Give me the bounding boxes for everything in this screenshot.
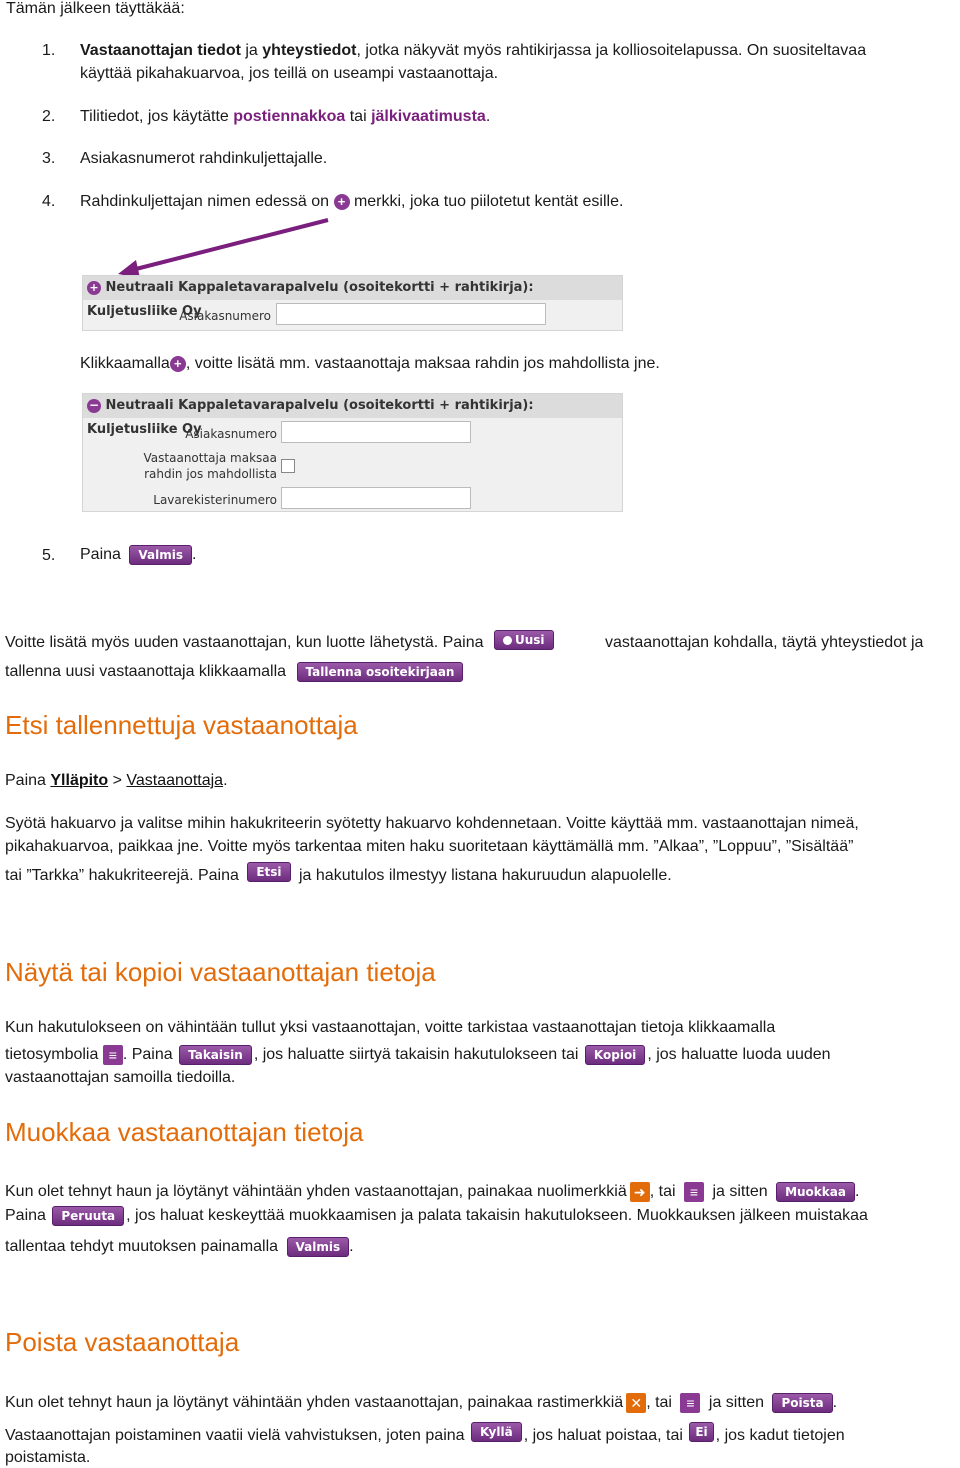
plus-icon[interactable]: + — [87, 281, 101, 295]
link-yllapito[interactable]: Ylläpito — [50, 772, 109, 789]
text: tai — [345, 108, 372, 125]
text: , jos haluat poistaa, tai — [523, 1427, 683, 1444]
intro-text: Tämän jälkeen täyttäkää: — [6, 0, 185, 17]
new-recipient-text — [5, 634, 554, 652]
section-heading-search: Etsi tallennettuja vastaanottaja — [5, 710, 358, 740]
text: , voitte lisätä mm. vastaanottaja maksaa rahdin jos mahdollista jne. — [185, 355, 660, 372]
asiakasnumero-input[interactable] — [276, 303, 546, 325]
text: . — [832, 1394, 838, 1412]
info-list-icon[interactable]: ≡ — [680, 1393, 700, 1413]
text: , jos haluatte luoda uuden — [647, 1046, 831, 1064]
text: , jos kadut tietojen — [715, 1427, 845, 1444]
list-number: 3. — [42, 150, 56, 167]
text: . — [223, 772, 228, 789]
text: Klikkaamalla — [80, 355, 170, 372]
plus-icon — [503, 636, 512, 645]
kylla-button[interactable]: Kyllä — [471, 1422, 522, 1442]
view-text-3: vastaanottajan samoilla tiedoilla. — [5, 1069, 236, 1086]
muokkaa-button[interactable]: Muokkaa — [776, 1182, 855, 1202]
kopioi-button[interactable]: Kopioi — [585, 1045, 645, 1065]
bold-text: Vastaanottajan tiedot — [80, 42, 241, 59]
section-heading-edit: Muokkaa vastaanottajan tietoja — [5, 1117, 364, 1147]
text: Kun olet tehnyt haun ja löytänyt vähintään yhden vastaanottajan, painakaa rastimerkkiä — [5, 1394, 624, 1412]
pay-freight-checkbox[interactable] — [281, 459, 295, 473]
text: merkki, joka tuo piilotetut kentät esille. — [349, 193, 624, 210]
save-address-book-button[interactable]: Tallenna osoitekirjaan — [297, 662, 464, 682]
text: tallentaa tehdyt muutoksen painamalla — [5, 1238, 279, 1256]
edit-text-1 — [5, 1182, 859, 1202]
minus-icon[interactable]: − — [88, 397, 100, 412]
text: Paina — [80, 546, 126, 564]
text: tietosymbolia — [5, 1046, 99, 1064]
click-note — [80, 355, 660, 373]
plus-icon: + — [170, 356, 186, 372]
new-recipient-text-3 — [5, 662, 463, 682]
uusi-button[interactable] — [494, 630, 554, 650]
asiakasnumero-input[interactable] — [281, 421, 471, 443]
peruuta-button[interactable]: Peruuta — [52, 1206, 124, 1226]
etsi-button[interactable]: Etsi — [247, 862, 290, 882]
search-text-1: Syötä hakuarvo ja valitse mihin hakukriteerin syötetty hakuarvo kohdennetaan. Voitte käyttää mm. vastaanottajan nimeä, — [5, 815, 859, 832]
lavarekisterinumero-input[interactable] — [281, 487, 471, 509]
panel-title: Neutraali Kappaletavarapalvelu (osoitekortti + rahtikirja): Kuljetusliike Oy — [87, 398, 534, 437]
field-label: Asiakasnumero — [179, 309, 271, 323]
section-heading-delete: Poista vastaanottaja — [5, 1327, 240, 1357]
text: ja sitten — [708, 1394, 765, 1412]
text: Vastaanottajan poistaminen vaatii vielä vahvistuksen, joten paina — [5, 1427, 465, 1444]
new-recipient-text-2: vastaanottajan kohdalla, täytä yhteystiedot ja — [605, 634, 924, 651]
field-label: Vastaanottaja maksaa — [143, 451, 277, 465]
delete-text-2 — [5, 1424, 845, 1445]
text: . — [485, 108, 491, 125]
field-label: Asiakasnumero — [185, 427, 277, 441]
list-item-3: Asiakasnumerot rahdinkuljettajalle. — [80, 150, 328, 167]
ei-button[interactable]: Ei — [689, 1422, 713, 1442]
text: Rahdinkuljettajan nimen edessä on — [80, 193, 334, 210]
text: ja sitten — [712, 1183, 768, 1201]
arrow-right-icon[interactable]: ➜ — [630, 1182, 650, 1202]
text: tai ”Tarkka” hakukriteerejä. Paina — [5, 867, 239, 884]
list-number: 2. — [42, 108, 56, 125]
plus-icon: + — [334, 194, 350, 210]
info-list-icon[interactable]: ≡ — [684, 1182, 704, 1202]
button-label: Uusi — [514, 632, 545, 647]
list-number: 5. — [42, 547, 56, 564]
delete-text-3: poistamista. — [5, 1449, 91, 1466]
text: Voitte lisätä myös uuden vastaanottajan, kun luotte lähetystä. Paina — [5, 634, 484, 651]
text: , jos haluatte siirtyä takaisin hakutulokseen tai — [253, 1046, 579, 1064]
arrow-icon — [110, 212, 340, 282]
text: ja hakutulos ilmestyy listana hakuruudun alapuolelle. — [299, 867, 672, 884]
list-item-5 — [80, 545, 196, 565]
text: . — [349, 1238, 354, 1256]
text: tallenna uusi vastaanottaja klikkaamalla — [5, 663, 287, 681]
poista-button[interactable]: Poista — [772, 1393, 832, 1413]
view-text-1: Kun hakutulokseen on vähintään tullut yksi vastaanottajan, voitte tarkistaa vastaanottajan tietoja klikkaamalla — [5, 1019, 776, 1036]
panel-title: Neutraali Kappaletavarapalvelu (osoitekortti + rahtikirja): Kuljetusliike Oy — [87, 280, 534, 319]
takaisin-button[interactable]: Takaisin — [179, 1045, 252, 1065]
list-item-1-line2: käyttää pikahakuarvoa, jos teillä on useampi vastaanottaja. — [80, 65, 499, 82]
delete-text-1 — [5, 1393, 837, 1413]
text: , jos haluat keskeyttää muokkaamisen ja palata takaisin hakutulokseen. Muokkauksen jälkeen muistakaa — [126, 1207, 868, 1225]
edit-text-3 — [5, 1237, 354, 1257]
valmis-button[interactable]: Valmis — [287, 1237, 350, 1257]
link-jalkivaatimus[interactable]: jälkivaatimusta — [371, 108, 486, 125]
edit-text-2 — [5, 1206, 868, 1226]
text: Paina — [5, 1207, 46, 1225]
section-heading-view: Näytä tai kopioi vastaanottajan tietoja — [5, 957, 436, 987]
info-list-icon[interactable]: ≡ — [103, 1045, 123, 1065]
text: Kun olet tehnyt haun ja löytänyt vähintään yhden vastaanottajan, painakaa nuolimerkkiä — [5, 1183, 627, 1201]
link-vastaanottaja[interactable]: Vastaanottaja — [126, 772, 224, 789]
list-item-2 — [80, 108, 490, 126]
bold-text: yhteystiedot — [262, 42, 357, 59]
field-label: rahdin jos mahdollista — [144, 467, 277, 481]
text: . — [191, 546, 197, 564]
search-path — [5, 772, 228, 790]
list-item-4 — [80, 193, 623, 211]
text: Tilitiedot, jos käytätte — [80, 108, 234, 125]
text: , tai — [646, 1394, 672, 1412]
form-panel-collapsed — [82, 275, 623, 331]
close-icon[interactable]: ✕ — [626, 1393, 646, 1413]
valmis-button[interactable]: Valmis — [129, 545, 192, 565]
text: Paina — [5, 772, 51, 789]
list-number: 4. — [42, 193, 56, 210]
search-text-3 — [5, 864, 672, 885]
text: , jotka näkyvät myös rahtikirjassa ja kolliosoitelapussa. On suositeltavaa — [356, 42, 867, 59]
search-text-2: pikahakuarvoa, paikkaa jne. Voitte myös tarkentaa miten haku suoritetaan käyttämällä mm. ”Alkaa”, ”Loppuu”, ”Sisältää” — [5, 838, 854, 855]
text: > — [108, 772, 127, 789]
text: . Paina — [122, 1046, 173, 1064]
view-text-2 — [5, 1045, 831, 1065]
field-label: Lavarekisterinumero — [153, 493, 277, 507]
list-item-1 — [80, 42, 866, 60]
text: ja — [240, 42, 263, 59]
form-panel-expanded — [82, 393, 623, 512]
link-postiennakko[interactable]: postiennakkoa — [233, 108, 346, 125]
text: . — [854, 1183, 860, 1201]
text: , tai — [649, 1183, 676, 1201]
list-number: 1. — [42, 42, 56, 59]
